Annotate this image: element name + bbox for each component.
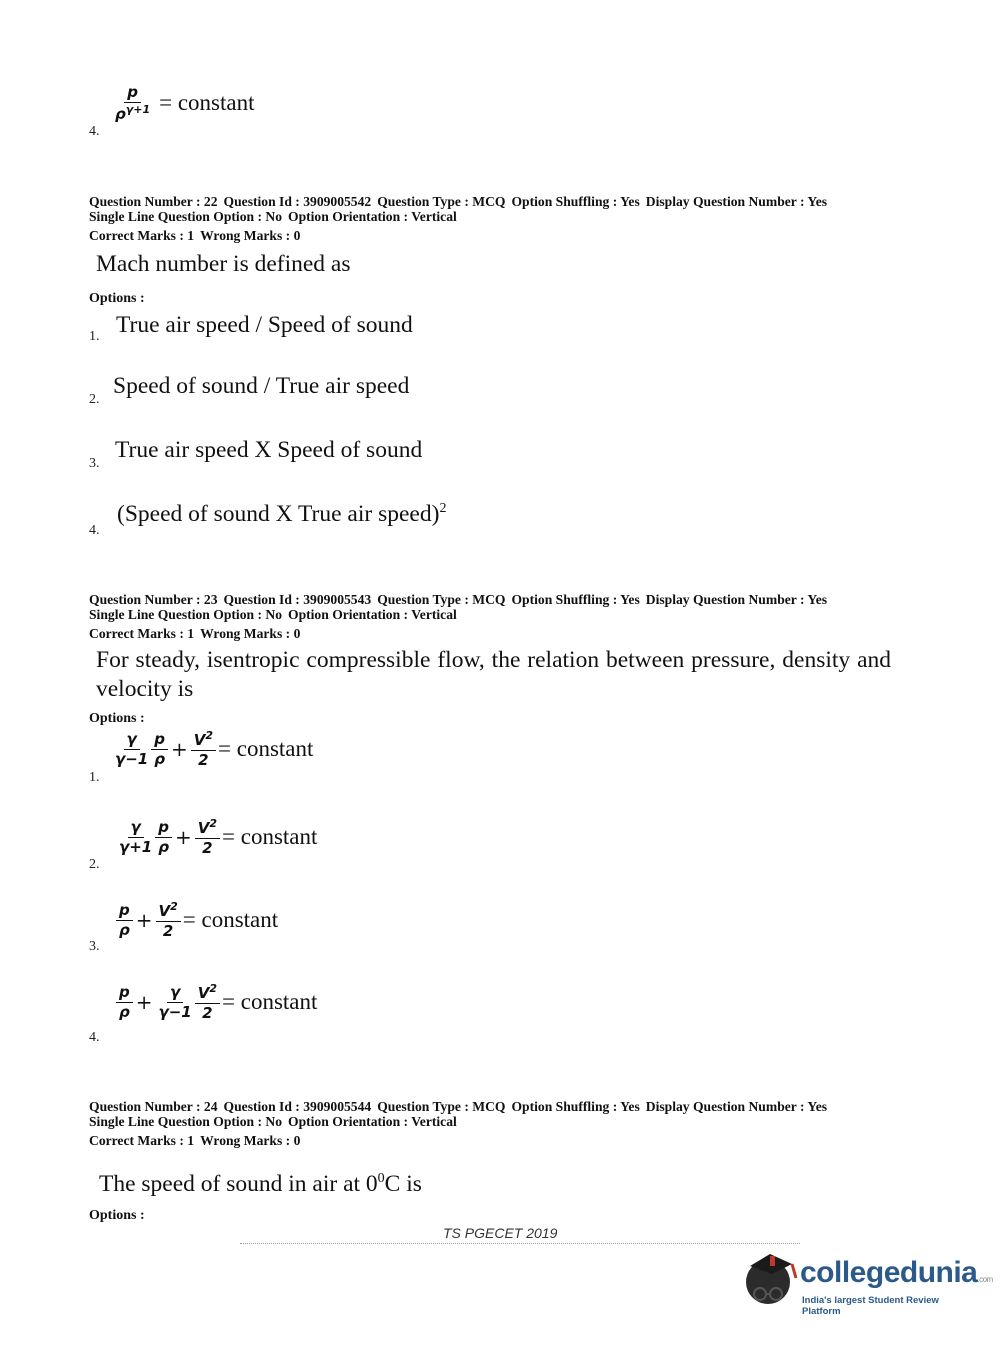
den-exp: γ+1	[125, 102, 151, 116]
q22-option-2-text[interactable]: Speed of sound / True air speed	[113, 373, 410, 399]
plus-sign: +	[135, 990, 153, 1014]
question-type: Question Type : MCQ	[377, 592, 506, 607]
numerator	[191, 730, 216, 751]
wrong-marks: Wrong Marks : 0	[200, 626, 301, 641]
degree-superscript: 0	[377, 1171, 385, 1186]
display-question-number: Display Question Number : Yes	[645, 592, 828, 607]
fraction-gamma	[156, 984, 195, 1020]
denominator: 2	[198, 750, 209, 769]
q24-options-label: Options :	[89, 1208, 145, 1223]
v: V	[197, 984, 210, 1002]
numerator: γ	[128, 819, 144, 838]
question-type: Question Type : MCQ	[377, 194, 506, 209]
correct-marks: Correct Marks : 1	[89, 626, 195, 641]
q23-meta	[89, 592, 833, 641]
single-line-option: Single Line Question Option : No	[89, 607, 282, 622]
question-id: Question Id : 3909005542	[223, 194, 372, 209]
plus-sign: +	[135, 908, 153, 932]
mascot-icon	[740, 1248, 802, 1310]
equation-rhs: = constant	[182, 907, 279, 932]
q22-meta	[89, 194, 833, 243]
fraction-v-squared	[195, 983, 220, 1021]
correct-marks: Correct Marks : 1	[89, 1133, 195, 1148]
fraction-v-squared	[156, 901, 181, 939]
q22-option-2-number: 2.	[89, 392, 100, 407]
fraction-numerator: p	[124, 84, 141, 103]
fraction-denominator	[112, 103, 153, 123]
plus-sign: +	[174, 825, 192, 849]
footer-exam-title: TS PGECET 2019	[443, 1225, 558, 1241]
q23-option-4-formula[interactable]	[116, 983, 317, 1021]
display-question-number: Display Question Number : Yes	[645, 1099, 828, 1114]
denominator: ρ	[154, 749, 165, 768]
plus-sign: +	[170, 737, 188, 761]
option-shuffling: Option Shuffling : Yes	[511, 592, 640, 607]
q22-meta-line2	[89, 209, 833, 224]
denominator: ρ	[158, 837, 169, 856]
option-orientation: Option Orientation : Vertical	[288, 209, 457, 224]
q24-meta-line2	[89, 1114, 833, 1129]
single-line-option: Single Line Question Option : No	[89, 1114, 282, 1129]
q22-meta-line1	[89, 194, 833, 209]
q23-option-3-formula[interactable]	[116, 901, 278, 939]
fraction-gamma	[112, 731, 151, 767]
q23-option-3-number: 3.	[89, 939, 100, 954]
fraction	[112, 84, 153, 122]
q23-option-4-number: 4.	[89, 1030, 100, 1045]
numerator	[195, 818, 220, 839]
numerator: p	[151, 731, 168, 750]
q24-question-text	[99, 1164, 422, 1199]
collegedunia-logo[interactable]	[740, 1248, 993, 1318]
numerator: γ	[124, 731, 140, 750]
numerator	[156, 901, 181, 922]
denominator: γ+1	[119, 837, 153, 856]
q22-option-1-text[interactable]: True air speed / Speed of sound	[116, 312, 413, 338]
q24-marks	[89, 1133, 833, 1148]
numerator: p	[116, 902, 133, 921]
numerator: p	[155, 819, 172, 838]
denominator: ρ	[119, 1002, 130, 1021]
q22-option-3-number: 3.	[89, 456, 100, 471]
q22-option-3-text[interactable]: True air speed X Speed of sound	[115, 437, 423, 463]
single-line-option: Single Line Question Option : No	[89, 209, 282, 224]
q22-marks	[89, 228, 833, 243]
fraction-v-squared	[191, 730, 216, 768]
q24-meta-line1	[89, 1099, 833, 1114]
question-type: Question Type : MCQ	[377, 1099, 506, 1114]
denominator: 2	[162, 921, 174, 940]
wrong-marks: Wrong Marks : 0	[200, 228, 301, 243]
question-id: Question Id : 3909005544	[223, 1099, 372, 1114]
denominator: γ−1	[115, 749, 149, 768]
brand-name	[800, 1256, 993, 1290]
q23-option-2-formula[interactable]	[116, 818, 317, 856]
numerator: γ	[167, 984, 183, 1003]
fraction-p-rho	[116, 984, 133, 1020]
fraction-gamma	[116, 819, 155, 855]
question-number: Question Number : 23	[89, 592, 218, 607]
exp: 2	[205, 729, 214, 742]
fraction-p-rho	[155, 819, 172, 855]
den-base: ρ	[115, 104, 126, 123]
equation-rhs: = constant	[218, 736, 314, 761]
prev-option-4-number: 4.	[89, 124, 100, 139]
fraction-v-squared	[195, 818, 220, 856]
exp: 2	[209, 982, 218, 995]
v: V	[193, 731, 206, 749]
q22-options-label: Options :	[89, 291, 145, 306]
option-superscript: 2	[439, 501, 447, 517]
numerator: p	[116, 984, 133, 1003]
q23-options-label: Options :	[89, 711, 145, 726]
q23-meta-line2	[89, 607, 833, 622]
q22-option-4-text[interactable]	[117, 501, 446, 528]
denominator: 2	[202, 1003, 213, 1022]
q24-meta	[89, 1099, 833, 1148]
display-question-number: Display Question Number : Yes	[645, 194, 828, 209]
brand-tagline: India's largest Student Review Platform	[802, 1295, 939, 1317]
denominator: γ−1	[158, 1002, 192, 1021]
q23-marks	[89, 626, 833, 641]
question-number: Question Number : 24	[89, 1099, 218, 1114]
q22-option-4-number: 4.	[89, 523, 100, 538]
brand-text: collegedunia	[800, 1256, 978, 1289]
fraction-p-rho	[151, 731, 168, 767]
denominator: ρ	[119, 920, 130, 939]
footer-divider	[240, 1243, 800, 1244]
denominator: 2	[202, 838, 213, 857]
option-shuffling: Option Shuffling : Yes	[511, 194, 640, 209]
question-id: Question Id : 3909005543	[223, 592, 372, 607]
correct-marks: Correct Marks : 1	[89, 228, 195, 243]
question-part: The speed of sound in air at 0	[99, 1170, 378, 1197]
equation-rhs: = constant	[159, 90, 255, 115]
v: V	[158, 902, 171, 920]
option-orientation: Option Orientation : Vertical	[288, 607, 457, 622]
wrong-marks: Wrong Marks : 0	[200, 1133, 301, 1148]
equation-rhs: = constant	[222, 989, 318, 1014]
fraction-p-rho	[116, 902, 133, 938]
exp: 2	[170, 900, 178, 913]
q22-option-1-number: 1.	[89, 329, 100, 344]
equation-rhs: = constant	[222, 824, 318, 849]
question-number: Question Number : 22	[89, 194, 218, 209]
q23-option-1-formula[interactable]	[112, 730, 313, 768]
option-orientation: Option Orientation : Vertical	[288, 1114, 457, 1129]
exp: 2	[209, 817, 218, 830]
q23-question-text: For steady, isentropic compressible flow, the relation between pressure, density and velocity is	[96, 647, 891, 702]
q23-option-1-number: 1.	[89, 770, 100, 785]
v: V	[197, 819, 210, 837]
brand-domain: .com	[977, 1275, 993, 1284]
option-shuffling: Option Shuffling : Yes	[511, 1099, 640, 1114]
q23-option-2-number: 2.	[89, 857, 100, 872]
q23-meta-line1	[89, 592, 833, 607]
option-text: (Speed of sound X True air speed)	[117, 501, 440, 527]
numerator	[195, 983, 220, 1004]
question-part: C is	[384, 1170, 422, 1197]
q22-question-text: Mach number is defined as	[96, 251, 351, 277]
prev-option-4-formula	[112, 84, 255, 122]
